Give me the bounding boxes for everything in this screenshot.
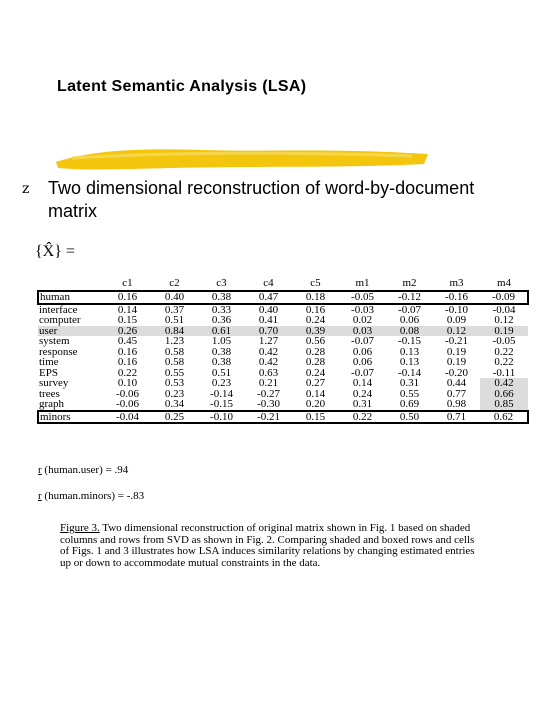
column-header-c3: c3 xyxy=(216,276,227,289)
matrix-cell: 0.77 xyxy=(446,387,467,400)
matrix-cell: 0.19 xyxy=(480,326,528,337)
matrix-cell: 0.69 xyxy=(399,398,420,410)
row-term: user xyxy=(38,326,104,337)
matrix-cell: 0.13 xyxy=(399,345,420,358)
matrix-cell: -0.05 xyxy=(492,335,516,347)
matrix-cell: -0.06 xyxy=(116,398,139,410)
matrix-cell: -0.03 xyxy=(351,303,374,316)
matrix-cell: 0.22 xyxy=(494,356,514,368)
matrix-cell: -0.15 xyxy=(210,398,233,410)
matrix-cell: -0.20 xyxy=(445,366,468,379)
matrix-cell: 0.38 xyxy=(211,345,232,358)
matrix-cell: 0.41 xyxy=(258,314,279,326)
matrix-cell: 0.33 xyxy=(211,303,232,316)
row-term: system xyxy=(39,335,70,347)
matrix-cell: 0.10 xyxy=(117,377,138,389)
matrix-cell: 0.45 xyxy=(117,335,138,347)
matrix-cell: 0.61 xyxy=(198,326,245,337)
matrix-cell: 1.05 xyxy=(211,335,232,347)
matrix-cell: 1.27 xyxy=(258,335,279,347)
matrix-cell: 0.27 xyxy=(305,377,326,389)
matrix-cell: -0.14 xyxy=(398,366,421,379)
matrix-cell: 0.22 xyxy=(339,411,386,424)
matrix-cell: -0.10 xyxy=(198,411,245,424)
matrix-cell: 0.08 xyxy=(386,326,433,337)
matrix-cell: 0.16 xyxy=(117,345,138,358)
matrix-cell: 0.50 xyxy=(386,411,433,424)
matrix-cell: -0.21 xyxy=(245,411,292,424)
matrix-row-minors xyxy=(38,411,528,424)
matrix-cell: 0.58 xyxy=(164,345,185,358)
column-header-m2: m2 xyxy=(402,276,417,289)
matrix-cell: 0.39 xyxy=(292,326,339,337)
matrix-cell: 0.16 xyxy=(305,303,326,316)
correlation-symbol: r xyxy=(38,490,42,502)
column-header-c5: c5 xyxy=(310,276,321,289)
correlation-symbol: r xyxy=(38,464,42,476)
row-term: trees xyxy=(39,387,60,400)
matrix-cell: 0.38 xyxy=(211,356,232,368)
highlighter-stroke xyxy=(52,140,432,174)
matrix-cell: 0.19 xyxy=(446,345,467,358)
matrix-cell: -0.16 xyxy=(433,291,480,304)
matrix-cell: 0.14 xyxy=(305,387,326,400)
matrix-label: {X̂} = xyxy=(35,243,75,260)
matrix-cell: 0.22 xyxy=(494,345,514,358)
matrix-cell: -0.04 xyxy=(104,411,151,424)
matrix-cell: -0.04 xyxy=(492,303,516,316)
matrix-cell: 0.66 xyxy=(480,389,528,400)
matrix-cell: -0.07 xyxy=(351,366,374,379)
row-term: survey xyxy=(39,377,69,389)
matrix-cell: -0.09 xyxy=(480,291,528,304)
matrix-cell: 0.09 xyxy=(446,314,467,326)
matrix-cell: -0.11 xyxy=(492,366,516,379)
matrix-cell: 0.44 xyxy=(446,377,467,389)
matrix-cell: 0.31 xyxy=(399,377,420,389)
matrix-cell: 1.23 xyxy=(164,335,185,347)
matrix-cell: -0.10 xyxy=(445,303,468,316)
matrix-cell: -0.07 xyxy=(398,303,421,316)
correlation-text: (human.minors) = -.83 xyxy=(41,490,145,502)
matrix-cell: -0.21 xyxy=(445,335,468,347)
matrix-cell: 0.26 xyxy=(104,326,151,337)
correlation-text: (human.user) = .94 xyxy=(41,464,129,476)
matrix-cell: 0.15 xyxy=(117,314,138,326)
column-header-c1: c1 xyxy=(122,276,133,289)
matrix-cell: -0.14 xyxy=(210,387,233,400)
matrix-cell: 0.23 xyxy=(211,377,232,389)
matrix-cell: 0.31 xyxy=(352,398,373,410)
matrix-cell: 0.25 xyxy=(151,411,198,424)
matrix-row-system xyxy=(38,336,528,347)
column-header-m1: m1 xyxy=(355,276,370,289)
matrix-cell: 0.36 xyxy=(211,314,232,326)
matrix-cell: 0.22 xyxy=(117,366,138,379)
matrix-cell: 0.03 xyxy=(339,326,386,337)
matrix-cell: 0.42 xyxy=(258,356,279,368)
row-term: interface xyxy=(39,303,78,316)
matrix-row-computer xyxy=(38,315,528,326)
matrix-cell: 0.24 xyxy=(352,387,373,400)
bullet-text: Two dimensional reconstruction of word-by-document matrix xyxy=(48,178,475,221)
matrix-cell: -0.07 xyxy=(351,335,374,347)
matrix-cell: -0.30 xyxy=(257,398,280,410)
matrix-cell: 0.02 xyxy=(352,314,373,326)
row-term: response xyxy=(39,345,78,358)
slide-title: Latent Semantic Analysis (LSA) xyxy=(57,78,307,95)
matrix-cell: 0.23 xyxy=(164,387,185,400)
caption-text: Two dimensional reconstruction of original matrix shown in Fig. 1 based on shaded columns and rows from SVD as shown in Fig. 2. Comparing shaded and boxed rows and cells of Figs. 1 and 3 illustrates how LSA induces similarity relations by changing estimated entries up or down to accommodate mutual constraints in the data. xyxy=(60,522,475,569)
column-header-c2: c2 xyxy=(169,276,180,289)
matrix-cell: 0.55 xyxy=(164,366,185,379)
matrix-cell: 0.53 xyxy=(164,377,185,389)
row-term: minors xyxy=(38,411,104,424)
matrix-cell: 0.14 xyxy=(117,303,138,316)
matrix-cell: 0.70 xyxy=(245,326,292,337)
reconstructed-matrix xyxy=(37,276,529,424)
correlation-2 xyxy=(38,490,144,502)
matrix-cell: 0.19 xyxy=(446,356,467,368)
matrix-cell: 0.51 xyxy=(164,314,185,326)
matrix-cell: 0.63 xyxy=(258,366,279,379)
matrix-row-graph xyxy=(38,399,528,411)
column-header-m4: m4 xyxy=(496,276,512,289)
matrix-cell: 0.28 xyxy=(305,345,326,358)
matrix-cell: 0.16 xyxy=(117,356,138,368)
matrix-cell: 0.34 xyxy=(164,398,185,410)
matrix-cell: 0.98 xyxy=(446,398,467,410)
matrix-cell: 0.24 xyxy=(305,366,326,379)
matrix-row-human xyxy=(38,291,528,304)
matrix-cell: 0.06 xyxy=(399,314,420,326)
matrix-cell: 0.62 xyxy=(480,411,528,424)
matrix-cell: -0.06 xyxy=(116,387,139,400)
column-header-c4: c4 xyxy=(263,276,274,289)
matrix-cell: 0.21 xyxy=(258,377,279,389)
matrix-cell: 0.06 xyxy=(352,345,373,358)
matrix-cell: -0.12 xyxy=(386,291,433,304)
matrix-cell: 0.16 xyxy=(104,291,151,304)
row-term: time xyxy=(39,356,59,368)
matrix-cell: -0.27 xyxy=(257,387,280,400)
matrix-cell: -0.15 xyxy=(398,335,421,347)
matrix-row-time xyxy=(38,357,528,368)
row-term: graph xyxy=(39,398,65,410)
matrix-cell: 0.38 xyxy=(198,291,245,304)
matrix-cell: 0.15 xyxy=(292,411,339,424)
matrix-cell: 0.40 xyxy=(151,291,198,304)
matrix-cell: 0.42 xyxy=(258,345,279,358)
matrix-cell: 0.58 xyxy=(164,356,185,368)
matrix-cell: 0.12 xyxy=(433,326,480,337)
matrix-cell: 0.84 xyxy=(151,326,198,337)
matrix-cell: 0.55 xyxy=(399,387,420,400)
matrix-cell: 0.42 xyxy=(480,378,528,389)
matrix-cell: 0.47 xyxy=(245,291,292,304)
matrix-cell: 0.20 xyxy=(305,398,326,410)
matrix-cell: 0.06 xyxy=(352,356,373,368)
row-term: computer xyxy=(39,314,81,326)
matrix-cell: 0.14 xyxy=(352,377,373,389)
column-header-m3: m3 xyxy=(449,276,464,289)
matrix-cell: 0.85 xyxy=(480,399,528,411)
matrix-cell: -0.05 xyxy=(339,291,386,304)
matrix-cell: 0.12 xyxy=(494,314,514,326)
row-term: human xyxy=(38,291,104,304)
matrix-cell: 0.56 xyxy=(305,335,326,347)
matrix-cell: 0.24 xyxy=(305,314,326,326)
matrix-cell: 0.37 xyxy=(164,303,185,316)
matrix-cell: 0.18 xyxy=(292,291,339,304)
row-term: EPS xyxy=(39,366,58,379)
matrix-cell: 0.28 xyxy=(305,356,326,368)
matrix-cell: 0.40 xyxy=(258,303,279,316)
matrix-cell: 0.13 xyxy=(399,356,420,368)
matrix-row-survey xyxy=(38,378,528,389)
caption-label: Figure 3. xyxy=(60,522,100,534)
figure-caption xyxy=(60,523,475,569)
corner-cell xyxy=(38,276,104,291)
bullet-icon: z xyxy=(22,181,30,197)
matrix-cell: 0.71 xyxy=(433,411,480,424)
matrix-cell: 0.51 xyxy=(211,366,232,379)
correlation-1 xyxy=(38,464,128,476)
column-header-row xyxy=(38,276,528,291)
